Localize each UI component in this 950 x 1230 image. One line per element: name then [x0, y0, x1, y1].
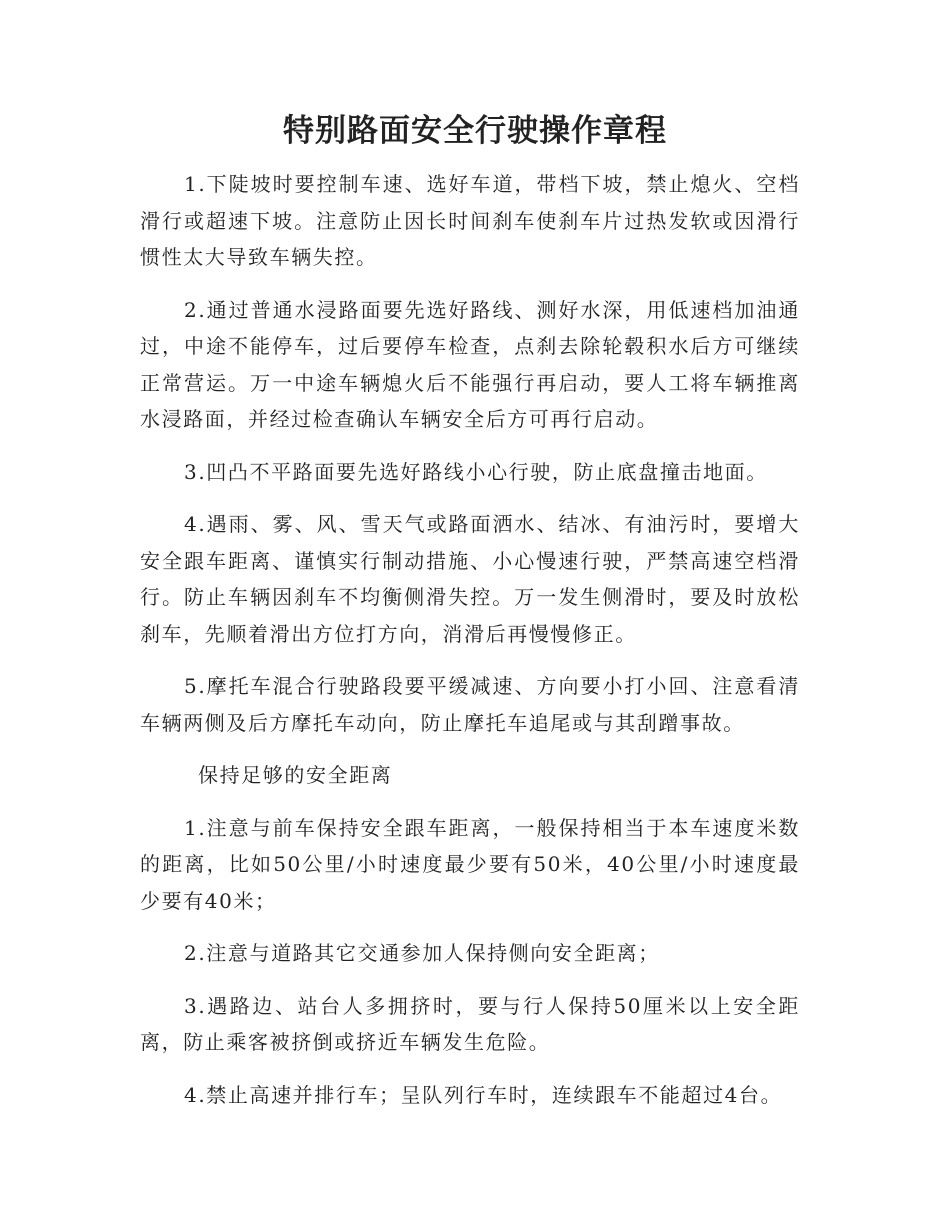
paragraph-crowded-stop: 3.遇路边、站台人多拥挤时，要与行人保持50厘米以上安全距离，防止乘客被挤倒或挤近车辆发生危险。 — [140, 993, 800, 1054]
paragraph-bad-weather: 4.遇雨、雾、风、雪天气或路面洒水、结冰、有油污时，要增大安全跟车距离、谨慎实行制动措施、小心慢速行驶，严禁高速空档滑行。防止车辆因刹车不均衡侧滑失控。万一发生侧滑时，要及时放松刹车，先顺着滑出方位打方向，消滑后再慢慢修正。 — [140, 512, 800, 646]
section-subheading: 保持足够的安全距离 — [198, 763, 393, 787]
paragraph-lateral-distance: 2.注意与道路其它交通参加人保持侧向安全距离； — [184, 941, 660, 965]
paragraph-following-distance: 1.注意与前车保持安全跟车距离，一般保持相当于本车速度米数的距离，比如50公里/小时速度最少要有50米，40公里/小时速度最少要有40米； — [140, 815, 800, 913]
paragraph-downhill: 1.下陡坡时要控制车速、选好车道，带档下坡，禁止熄火、空档滑行或超速下坡。注意防止因长时间刹车使刹车片过热发软或因滑行惯性太大导致车辆失控。 — [140, 172, 800, 269]
paragraph-no-side-by-side: 4.禁止高速并排行车；呈队列行车时，连续跟车不能超过4台。 — [184, 1082, 783, 1107]
paragraph-motorcycle-mixed: 5.摩托车混合行驶路段要平缓减速、方向要小打小回、注意看清车辆两侧及后方摩托车动向，防止摩托车追尾或与其刮蹭事故。 — [140, 674, 800, 735]
paragraph-flooded-road: 2.通过普通水浸路面要先选好路线、测好水深，用低速档加油通过，中途不能停车，过后要停车检查，点刹去除轮毂积水后方可继续正常营运。万一中途车辆熄火后不能强行再启动，要人工将车辆推离水浸路面，并经过检查确认车辆安全后方可再行启动。 — [140, 297, 800, 431]
paragraph-uneven-road: 3.凹凸不平路面要先选好路线小心行驶，防止底盘撞击地面。 — [184, 459, 768, 484]
document-title: 特别路面安全行驶操作章程 — [283, 113, 667, 149]
document-body — [140, 166, 800, 1129]
